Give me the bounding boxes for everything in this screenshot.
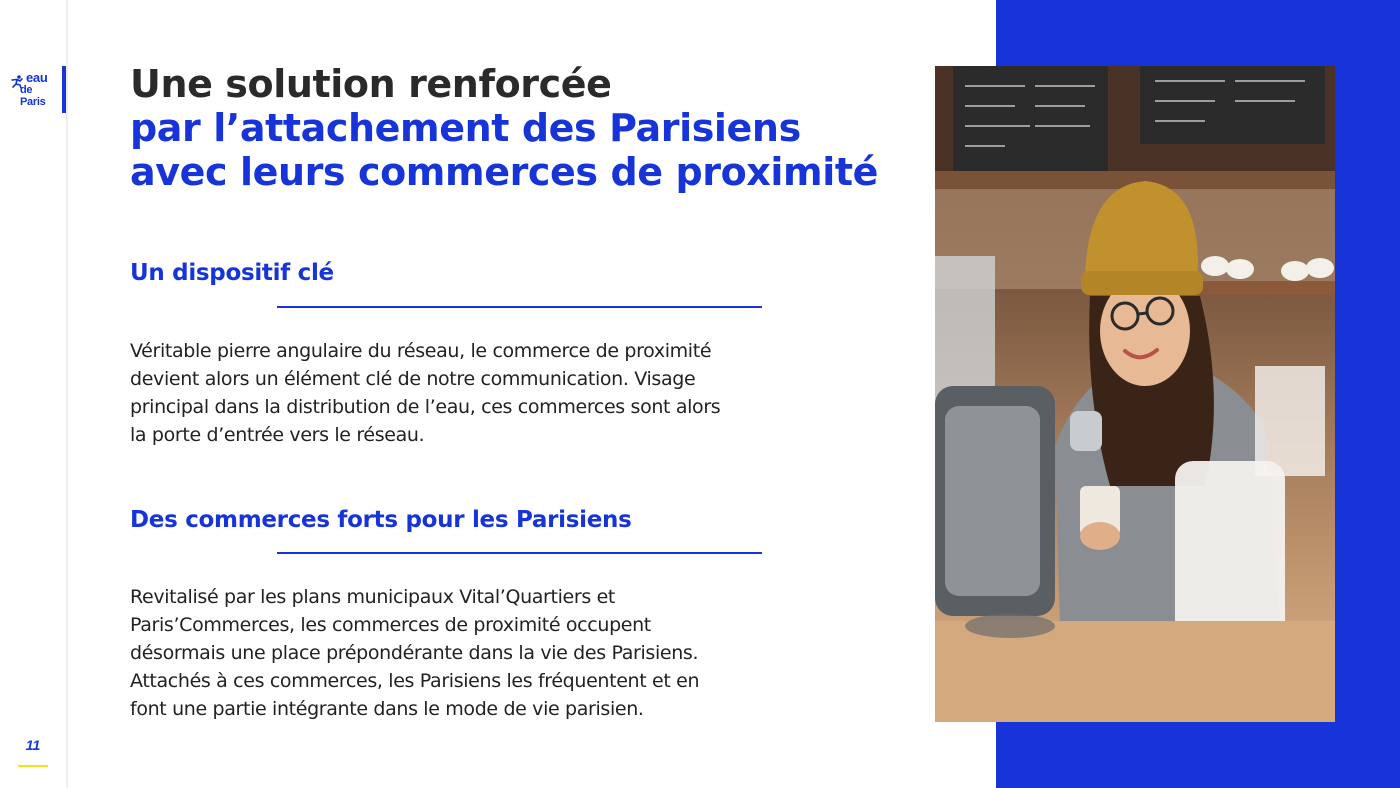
section-body-commerces	[130, 583, 770, 723]
body-line: Revitalisé par les plans municipaux Vital’Quartiers et	[130, 586, 616, 608]
logo-line-2: de Paris	[20, 84, 46, 108]
logo-line-1: eau	[26, 70, 48, 85]
logo-wordmark	[20, 72, 58, 108]
barista-illustration	[935, 66, 1335, 722]
title-line-3: avec leurs commerces de proximité	[130, 150, 879, 194]
section-divider	[277, 306, 762, 308]
left-rail	[0, 0, 68, 788]
section-heading-dispositif: Un dispositif clé	[130, 260, 334, 286]
eau-de-paris-logo	[8, 72, 58, 106]
body-line: Véritable pierre angulaire du réseau, le commerce de proximité	[130, 340, 712, 362]
body-line: devient alors un élément clé de notre communication. Visage	[130, 368, 696, 390]
page-number-underline	[18, 765, 48, 767]
title-line-1: Une solution renforcée	[130, 62, 612, 106]
body-line: désormais une place prépondérante dans la vie des Parisiens.	[130, 642, 699, 664]
body-line: Attachés à ces commerces, les Parisiens les fréquentent et en	[130, 670, 700, 692]
title-line-2: par l’attachement des Parisiens	[130, 106, 801, 150]
section-heading-commerces: Des commerces forts pour les Parisiens	[130, 507, 632, 533]
page-title	[130, 62, 920, 194]
body-line: font une partie intégrante dans le mode de vie parisien.	[130, 698, 644, 720]
body-line: Paris’Commerces, les commerces de proximité occupent	[130, 614, 651, 636]
logo-accent-bar	[62, 66, 66, 113]
page-number: 11	[25, 737, 41, 753]
body-line: principal dans la distribution de l’eau, ces commerces sont alors	[130, 396, 721, 418]
section-divider	[277, 552, 762, 554]
barista-photo	[935, 66, 1335, 722]
section-body-dispositif	[130, 337, 770, 449]
body-line: la porte d’entrée vers le réseau.	[130, 424, 425, 446]
